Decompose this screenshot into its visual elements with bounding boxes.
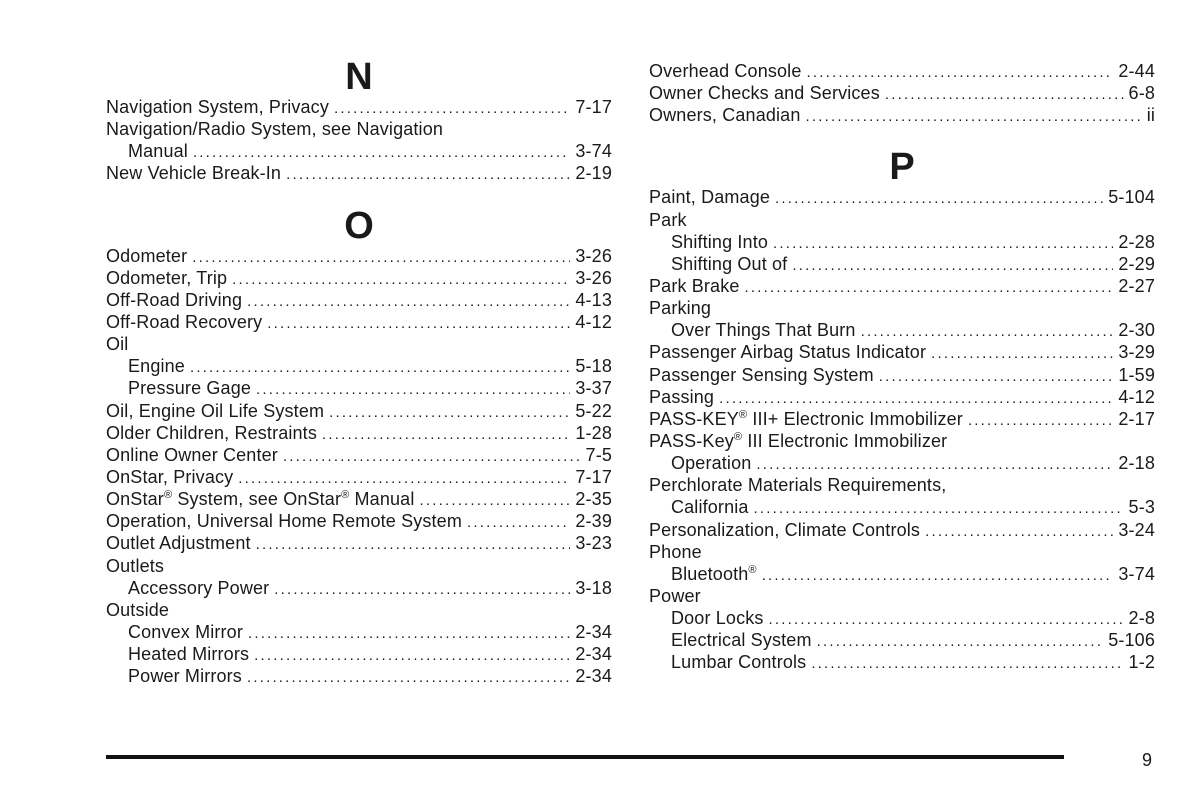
index-entry-park — [649, 209, 1155, 231]
entry-page-ref: 5-104 — [1108, 187, 1155, 208]
entry-page-ref: 7-5 — [585, 444, 612, 465]
entry-term: Power — [649, 585, 701, 606]
entry-page-ref: 6-8 — [1128, 83, 1155, 104]
entry-term: Owner Checks and Services — [649, 83, 880, 104]
entry-page-ref: 7-17 — [575, 466, 612, 487]
dot-leader — [248, 623, 570, 645]
index-column-left — [106, 58, 612, 687]
entry-page-ref: 5-3 — [1128, 497, 1155, 518]
entry-page-ref: 2-39 — [575, 511, 612, 532]
entry-term: Outlet Adjustment — [106, 533, 251, 554]
dot-leader — [247, 667, 570, 689]
dot-leader — [805, 106, 1141, 128]
dot-leader — [925, 521, 1113, 543]
entry-term: Personalization, Climate Controls — [649, 519, 921, 540]
entry-page-ref: 3-26 — [575, 245, 612, 266]
dot-leader — [773, 233, 1113, 255]
section-gap — [106, 185, 612, 207]
dot-leader — [267, 313, 570, 335]
index-subentry-shifting-out-of — [649, 253, 1155, 275]
index-subentry-power-mirrors — [106, 665, 612, 687]
index-entry-outside — [106, 599, 612, 621]
dot-leader — [256, 379, 570, 401]
index-subentry-electrical-system — [649, 629, 1155, 651]
index-subentry-convex-mirror — [106, 621, 612, 643]
index-entry-new-vehicle-break-in — [106, 162, 612, 184]
index-entry-power — [649, 585, 1155, 607]
dot-leader — [968, 410, 1113, 432]
index-entry-parking — [649, 297, 1155, 319]
registered-mark: ® — [748, 563, 757, 576]
entry-term: Lumbar Controls — [671, 652, 807, 673]
entry-term: PASS-Key® III Electronic Immobilizer — [649, 430, 948, 451]
entry-page-ref: 7-17 — [575, 97, 612, 117]
dot-leader — [274, 579, 570, 601]
entry-term: Heated Mirrors — [128, 644, 250, 665]
entry-term: Passing — [649, 386, 715, 407]
dot-leader — [792, 255, 1113, 277]
entry-page-ref: 4-13 — [575, 289, 612, 310]
index-entry-overhead-console — [649, 60, 1155, 82]
dot-leader — [467, 512, 570, 534]
index-subentry-engine — [106, 355, 612, 377]
dot-leader — [879, 366, 1114, 388]
registered-mark: ® — [738, 408, 748, 421]
entry-term: Navigation/Radio System, see Navigation — [106, 119, 444, 140]
entry-term: OnStar® System, see OnStar® Manual — [106, 489, 415, 510]
entry-page-ref: 3-37 — [575, 378, 612, 399]
entry-page-ref: 1-28 — [575, 422, 612, 443]
index-subentry-bluetooth — [649, 563, 1155, 585]
entry-term: Odometer — [106, 245, 188, 266]
entry-term: OnStar, Privacy — [106, 466, 234, 487]
dot-leader — [190, 357, 570, 379]
index-subentry-shifting-into — [649, 231, 1155, 253]
entry-term: Perchlorate Materials Requirements, — [649, 475, 947, 496]
index-subentry-over-things-that-burn — [649, 319, 1155, 341]
entry-term: Operation, Universal Home Remote System — [106, 511, 462, 532]
dot-leader — [745, 277, 1114, 299]
dot-leader — [931, 343, 1113, 365]
page-number: 9 — [1142, 750, 1153, 770]
entry-page-ref: 5-22 — [575, 400, 612, 421]
registered-mark: ® — [341, 489, 350, 502]
index-subentry-accessory-power — [106, 577, 612, 599]
index-entry-outlet-adjustment — [106, 532, 612, 554]
entry-page-ref: ii — [1146, 105, 1155, 126]
entry-term: Parking — [649, 298, 712, 319]
entry-page-ref: 1-2 — [1128, 652, 1155, 673]
dot-leader — [762, 565, 1114, 587]
dot-leader — [419, 490, 570, 512]
entry-term: Convex Mirror — [128, 621, 243, 642]
index-entry-personalization-climate-controls — [649, 519, 1155, 541]
dot-leader — [861, 321, 1114, 343]
entry-page-ref: 3-26 — [575, 267, 612, 288]
entry-page-ref: 3-74 — [575, 141, 612, 162]
dot-leader — [756, 454, 1113, 476]
entry-term: Outlets — [106, 555, 165, 576]
dot-leader — [811, 653, 1123, 675]
dot-leader — [885, 84, 1124, 106]
dot-leader — [719, 388, 1113, 410]
entry-term: Park Brake — [649, 275, 740, 296]
entry-page-ref: 2-19 — [575, 163, 612, 184]
entry-term: Shifting Into — [671, 231, 769, 252]
entry-term: Power Mirrors — [128, 666, 242, 687]
registered-mark: ® — [163, 489, 173, 502]
index-entry-older-children-restraints — [106, 422, 612, 444]
index-subentry-pressure-gage — [106, 377, 612, 399]
entry-term: Off-Road Driving — [106, 289, 243, 310]
index-entry-passenger-sensing-system — [649, 364, 1155, 386]
dot-leader — [322, 424, 570, 446]
index-entry-passenger-airbag-status-indicator — [649, 341, 1155, 363]
entry-term: Passenger Airbag Status Indicator — [649, 342, 927, 363]
entry-term: New Vehicle Break-In — [106, 163, 282, 184]
entry-page-ref: 2-30 — [1118, 320, 1155, 341]
entry-term: Shifting Out of — [671, 253, 788, 274]
entry-term: Operation — [671, 453, 752, 474]
entry-page-ref: 3-23 — [575, 533, 612, 554]
index-subentry-manual — [106, 140, 612, 162]
entry-page-ref: 5-106 — [1108, 630, 1155, 651]
entry-page-ref: 2-35 — [575, 489, 612, 510]
entry-term: Oil — [106, 334, 129, 355]
entry-page-ref: 2-34 — [575, 621, 612, 642]
index-entry-odometer — [106, 245, 612, 267]
entry-term: Overhead Console — [649, 61, 802, 81]
entry-term: Outside — [106, 599, 170, 620]
footer-rule — [106, 755, 1064, 759]
dot-leader — [807, 62, 1114, 84]
entry-term: Older Children, Restraints — [106, 422, 317, 443]
section-letter-n: N — [345, 56, 373, 98]
dot-leader — [256, 534, 571, 556]
index-entry-phone — [649, 541, 1155, 563]
entry-term: Navigation System, Privacy — [106, 97, 329, 117]
index-entry-passing — [649, 386, 1155, 408]
entry-page-ref: 2-28 — [1118, 231, 1155, 252]
entry-term: Paint, Damage — [649, 187, 771, 208]
entry-page-ref: 3-29 — [1118, 342, 1155, 363]
dot-leader — [329, 402, 570, 424]
entry-term: Accessory Power — [128, 577, 270, 598]
dot-leader — [334, 98, 570, 120]
entry-term: Phone — [649, 541, 702, 562]
entry-page-ref: 3-24 — [1118, 519, 1155, 540]
entry-term: Off-Road Recovery — [106, 311, 263, 332]
index-entry-pass-key-iii-electronic-immobilizer — [649, 430, 1155, 452]
dot-leader — [769, 609, 1124, 631]
index-subentry-california — [649, 496, 1155, 518]
entry-page-ref: 2-29 — [1118, 253, 1155, 274]
entry-page-ref: 2-18 — [1118, 453, 1155, 474]
entry-page-ref: 2-27 — [1118, 275, 1155, 296]
entry-term: Online Owner Center — [106, 444, 278, 465]
entry-term: Oil, Engine Oil Life System — [106, 400, 325, 421]
entry-page-ref: 4-12 — [575, 311, 612, 332]
index-entry-onstar-privacy — [106, 466, 612, 488]
entry-page-ref: 3-74 — [1118, 563, 1155, 584]
dot-leader — [286, 164, 570, 186]
entry-page-ref: 2-34 — [575, 666, 612, 687]
entry-page-ref: 4-12 — [1118, 386, 1155, 407]
entry-term: Passenger Sensing System — [649, 364, 874, 385]
index-subentry-operation — [649, 452, 1155, 474]
index-entry-online-owner-center — [106, 444, 612, 466]
entry-term: Over Things That Burn — [671, 320, 856, 341]
section-letter-p: P — [889, 146, 915, 189]
dot-leader — [254, 645, 570, 667]
index-column-right — [649, 60, 1155, 674]
dot-leader — [232, 269, 570, 291]
index-entry-perchlorate-materials-requirements — [649, 474, 1155, 496]
section-gap — [649, 126, 1155, 148]
entry-page-ref: 3-18 — [575, 577, 612, 598]
entry-term: Pressure Gage — [128, 378, 252, 399]
entry-term: Park — [649, 209, 687, 230]
dot-leader — [247, 291, 570, 313]
index-subentry-lumbar-controls — [649, 651, 1155, 673]
index-entry-owner-checks-and-services — [649, 82, 1155, 104]
entry-term: Electrical System — [671, 630, 812, 651]
index-entry-off-road-recovery — [106, 311, 612, 333]
entry-term: California — [671, 497, 749, 518]
entry-term: Owners, Canadian — [649, 105, 801, 126]
index-entry-pass-key-iii-electronic-immobilizer — [649, 408, 1155, 430]
entry-term: Bluetooth® — [671, 563, 757, 584]
dot-leader — [193, 142, 570, 164]
entry-page-ref: 1-59 — [1118, 364, 1155, 385]
index-entry-navigation-radio-system-see-navigation — [106, 118, 612, 140]
section-letter-o: O — [344, 204, 374, 247]
index-entry-owners-canadian — [649, 104, 1155, 126]
index-entry-operation-universal-home-remote-system — [106, 510, 612, 532]
entry-term: Engine — [128, 356, 185, 377]
index-entry-oil-engine-oil-life-system — [106, 400, 612, 422]
index-entry-outlets — [106, 555, 612, 577]
index-subentry-heated-mirrors — [106, 643, 612, 665]
index-entry-park-brake — [649, 275, 1155, 297]
dot-leader — [238, 468, 570, 490]
dot-leader — [192, 247, 570, 269]
entry-page-ref: 2-17 — [1118, 408, 1155, 429]
entry-page-ref: 2-34 — [575, 644, 612, 665]
dot-leader — [283, 446, 581, 468]
index-entry-odometer-trip — [106, 267, 612, 289]
index-entry-off-road-driving — [106, 289, 612, 311]
entry-page-ref: 2-44 — [1118, 61, 1155, 81]
entry-term: PASS-KEY® III+ Electronic Immobilizer — [649, 408, 963, 429]
index-entry-onstar-system-see-onstar-manual — [106, 488, 612, 510]
index-entry-navigation-system-privacy — [106, 96, 612, 118]
index-subentry-door-locks — [649, 607, 1155, 629]
entry-page-ref: 2-8 — [1128, 608, 1155, 629]
index-entry-paint-damage — [649, 186, 1155, 208]
entry-term: Odometer, Trip — [106, 267, 228, 288]
entry-page-ref: 5-18 — [575, 356, 612, 377]
dot-leader — [775, 188, 1103, 210]
registered-mark: ® — [733, 430, 743, 443]
index-entry-oil — [106, 333, 612, 355]
entry-term: Manual — [128, 141, 188, 162]
entry-term: Door Locks — [671, 608, 764, 629]
dot-leader — [817, 631, 1104, 653]
dot-leader — [754, 498, 1124, 520]
